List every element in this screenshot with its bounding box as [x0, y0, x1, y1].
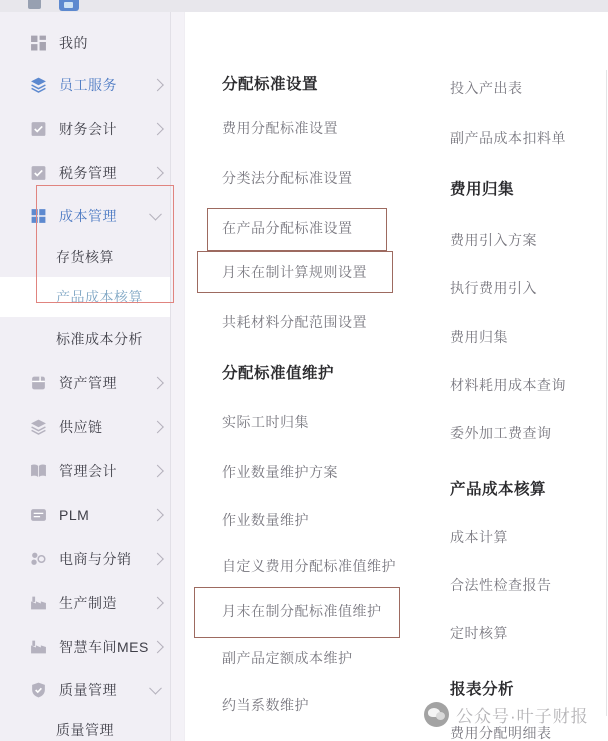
sidebar-item-product-cost-accounting[interactable] [0, 277, 171, 317]
menu-item[interactable]: 共耗材料分配范围设置 [222, 314, 367, 330]
sidebar [0, 12, 171, 741]
sidebar-item-label: PLM [59, 507, 90, 523]
watermark [424, 700, 608, 728]
sidebar-item-label: 财务会计 [59, 121, 117, 137]
sidebar-item-label: 员工服务 [59, 77, 117, 93]
menu-item[interactable]: 约当系数维护 [222, 697, 309, 713]
menu-header: 分配标准值维护 [222, 365, 335, 382]
menu-item[interactable]: 费用引入方案 [450, 232, 537, 248]
layers-icon [30, 77, 47, 94]
chevron-right-icon [151, 597, 164, 610]
menu-item[interactable]: 副产品成本扣料单 [450, 130, 566, 146]
sidebar-item-label: 质量管理 [59, 682, 117, 698]
chevron-right-icon [151, 553, 164, 566]
sidebar-item-my[interactable] [0, 23, 171, 63]
menu-item[interactable]: 费用分配标准设置 [222, 120, 338, 136]
sidebar-item-label: 成本管理 [59, 208, 117, 224]
menu-item[interactable]: 投入产出表 [450, 80, 523, 96]
sidebar-scrollbar[interactable] [171, 12, 184, 741]
layers-icon [30, 419, 47, 436]
wechat-icon [424, 702, 449, 727]
menu-item[interactable]: 材料耗用成本查询 [450, 377, 566, 393]
menu-item[interactable]: 费用归集 [450, 329, 508, 345]
sidebar-item-label: 税务管理 [59, 165, 117, 181]
plm-badge-icon [30, 507, 47, 524]
chevron-right-icon [151, 465, 164, 478]
modules-icon [30, 208, 47, 225]
sidebar-item-ecommerce-distribution[interactable] [0, 539, 171, 579]
column-divider [606, 70, 607, 716]
sidebar-item-label: 产品成本核算 [56, 289, 143, 305]
sidebar-item-supply-chain[interactable] [0, 407, 171, 447]
menu-item[interactable]: 副产品定额成本维护 [222, 650, 353, 666]
menu-header: 分配标准设置 [222, 76, 319, 93]
tab-favicon-icon [28, 0, 41, 9]
menu-item[interactable]: 分类法分配标准设置 [222, 170, 353, 186]
menu-item[interactable]: 执行费用引入 [450, 280, 537, 296]
browser-top-strip [0, 0, 608, 12]
cube-icon [30, 375, 47, 392]
sidebar-item-employee-services[interactable] [0, 65, 171, 105]
sidebar-item-label: 电商与分销 [59, 551, 132, 567]
menu-item[interactable]: 在产品分配标准设置 [222, 220, 353, 236]
sidebar-item-label: 生产制造 [59, 595, 117, 611]
menu-item[interactable]: 费用分配明细表 [450, 725, 552, 741]
sidebar-item-standard-cost-analysis[interactable] [0, 319, 171, 359]
menu-header: 产品成本核算 [450, 481, 547, 498]
sidebar-item-label: 存货核算 [56, 249, 114, 265]
sidebar-item-quality-management-sub[interactable] [0, 710, 171, 741]
sidebar-item-financial-accounting[interactable] [0, 109, 171, 149]
menu-item[interactable]: 合法性检查报告 [450, 577, 552, 593]
sidebar-item-label: 智慧车间MES [59, 639, 149, 655]
menu-item[interactable]: 月末在制计算规则设置 [222, 264, 367, 280]
sidebar-item-management-accounting[interactable] [0, 451, 171, 491]
sidebar-item-cost-management[interactable] [0, 196, 171, 236]
menu-item[interactable]: 定时核算 [450, 625, 508, 641]
sidebar-item-quality-management[interactable] [0, 670, 171, 710]
doc-check-icon [30, 165, 47, 182]
sidebar-item-label: 管理会计 [59, 463, 117, 479]
book-icon [30, 463, 47, 480]
chevron-right-icon [151, 377, 164, 390]
doc-check-icon [30, 121, 47, 138]
factory-icon [30, 639, 47, 656]
shield-icon [30, 682, 47, 699]
menu-item[interactable]: 实际工时归集 [222, 414, 309, 430]
network-circles-icon [30, 551, 47, 568]
sidebar-item-smart-workshop-mes[interactable] [0, 627, 171, 667]
menu-item[interactable]: 成本计算 [450, 529, 508, 545]
chevron-right-icon [151, 167, 164, 180]
chevron-right-icon [151, 421, 164, 434]
sidebar-item-asset-management[interactable] [0, 363, 171, 403]
sidebar-item-label: 标准成本分析 [56, 331, 143, 347]
sidebar-item-label: 质量管理 [56, 722, 114, 738]
menu-item[interactable]: 委外加工费查询 [450, 425, 552, 441]
menu-header: 费用归集 [450, 181, 515, 198]
sidebar-item-manufacturing[interactable] [0, 583, 171, 623]
sidebar-item-label: 资产管理 [59, 375, 117, 391]
menu-item[interactable]: 作业数量维护 [222, 512, 309, 528]
sidebar-item-plm[interactable] [0, 495, 171, 535]
menu-item[interactable]: 月末在制分配标准值维护 [222, 603, 382, 619]
menu-item[interactable]: 作业数量维护方案 [222, 464, 338, 480]
chevron-down-icon [149, 208, 162, 221]
chevron-right-icon [151, 641, 164, 654]
sidebar-item-label: 我的 [59, 35, 88, 51]
chevron-right-icon [151, 123, 164, 136]
menu-item[interactable]: 自定义费用分配标准值维护 [222, 558, 396, 574]
menu-header: 报表分析 [450, 681, 515, 698]
factory-icon [30, 595, 47, 612]
sidebar-item-tax-management[interactable] [0, 153, 171, 193]
sidebar-item-inventory-accounting[interactable] [0, 237, 171, 277]
sidebar-item-label: 供应链 [59, 419, 103, 435]
chevron-down-icon [149, 682, 162, 695]
chevron-right-icon [151, 79, 164, 92]
app-logo-icon [59, 0, 79, 11]
watermark-text: 公众号·叶子财报 [456, 706, 589, 726]
dashboard-icon [30, 35, 47, 52]
chevron-right-icon [151, 509, 164, 522]
